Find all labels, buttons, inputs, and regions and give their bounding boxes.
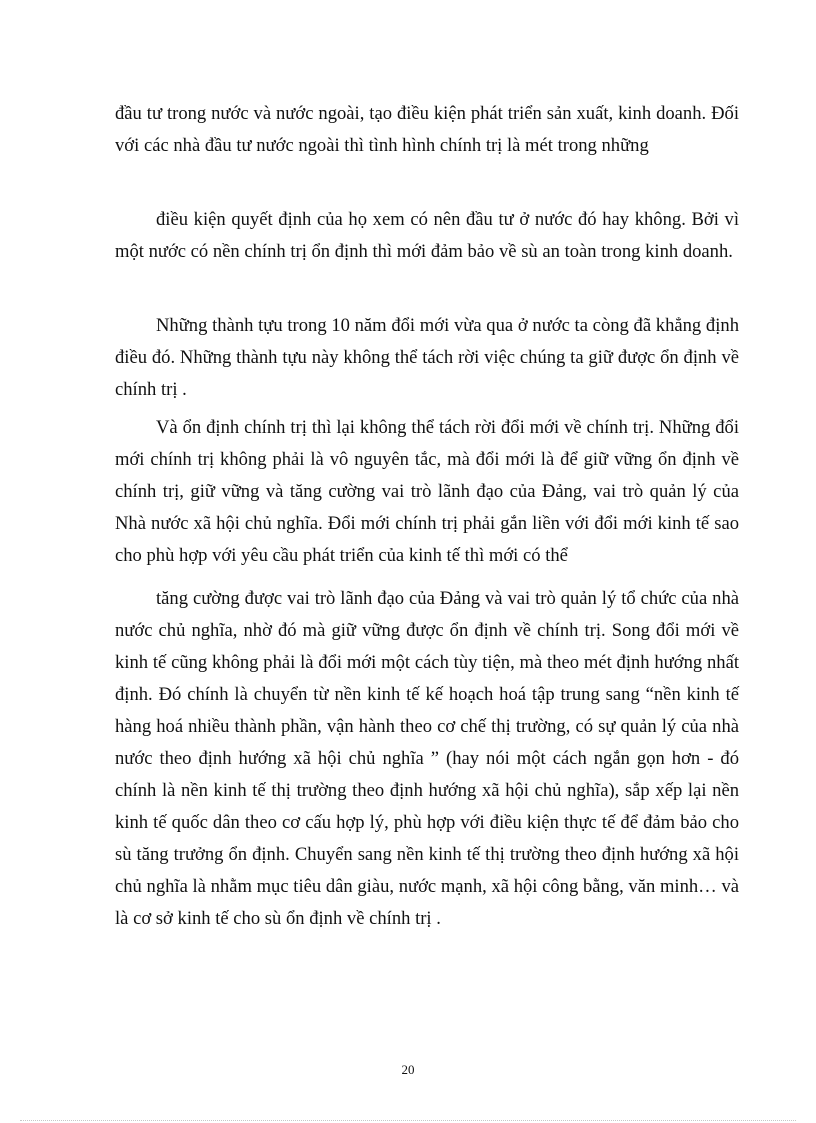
paragraph: Và ổn định chính trị thì lại không thể tách rời đổi mới về chính trị. Những đổi mới chính trị không phải là vô nguyên tắc, mà đổi mới là để giữ vững ổn định về chính trị, giữ vững và tăng cường vai trò lãnh đạo của Đảng, vai trò quản lý của Nhà nước xã hội chủ nghĩa. Đổi mới chính trị phải gắn liền với đổi mới kinh tế sao cho phù hợp với yêu cầu phát triển của kinh tế thì mới có thể [115,417,739,566]
paragraph: đầu tư trong nước và nước ngoài, tạo điều kiện phát triển sản xuất, kinh doanh. Đối với các nhà đầu tư nước ngoài thì tình hình chính trị là mét trong những [115,103,739,156]
paragraph: Những thành tựu trong 10 năm đổi mới vừa qua ở nước ta còng đã khẳng định điều đó. Những thành tựu này không thể tách rời việc chúng ta giữ được ổn định về chính trị . [115,315,739,400]
paragraph: điều kiện quyết định của họ xem có nên đầu tư ở nước đó hay không. Bởi vì một nước có nền chính trị ổn định thì mới đảm bảo về sù an toàn trong kinh doanh. [115,209,739,262]
page-divider [20,1120,796,1121]
page-number: 20 [401,1062,415,1077]
paragraph: tăng cường được vai trò lãnh đạo của Đảng và vai trò quản lý tổ chức của nhà nước chủ nghĩa, nhờ đó mà giữ vững được ổn định về chính trị. Song đổi mới về kinh tế cũng không phải là đổi mới một cách tùy tiện, mà theo mét định hướng nhất định. Đó chính là chuyển từ nền kinh tế kế hoạch hoá tập trung sang “nền kinh tế hàng hoá nhiều thành phần, vận hành theo cơ chế thị trường, có sự quản lý của nhà nước theo định hướng xã hội chủ nghĩa ” (hay nói một cách ngắn gọn hơn - đó chính là nền kinh tế thị trường theo định hướng xã hội chủ nghĩa), sắp xếp lại nền kinh tế quốc dân theo cơ cấu hợp lý, phù hợp với điều kiện thực tế để đảm bảo cho sù tăng trưởng ổn định. Chuyển sang nền kinh tế thị trường theo định hướng xã hội chủ nghĩa là nhằm mục tiêu dân giàu, nước mạnh, xã hội công bằng, văn minh… và là cơ sở kinh tế cho sù ổn định về chính trị . [115,588,739,929]
